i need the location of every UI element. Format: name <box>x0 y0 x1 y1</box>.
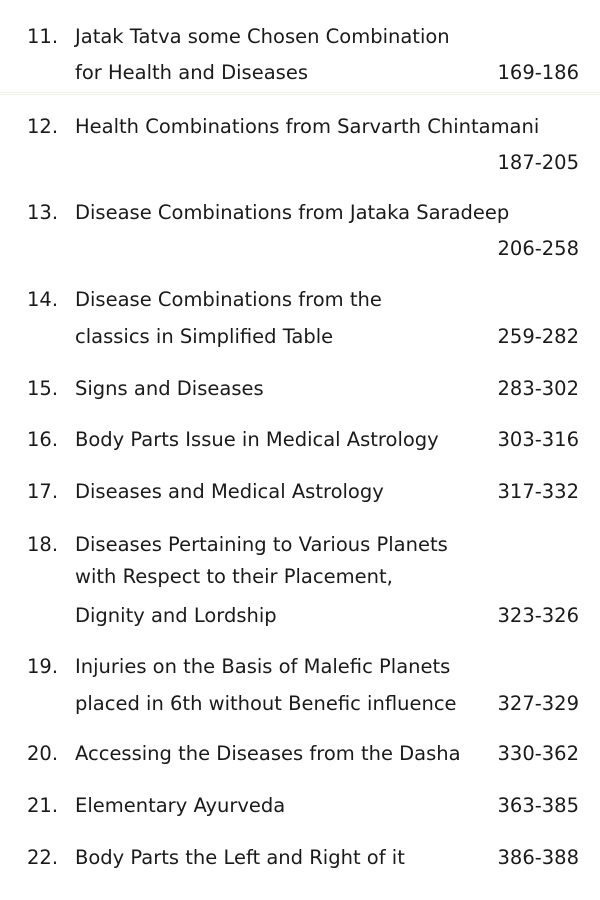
entry-title-line: Signs and Diseases <box>75 377 264 400</box>
entry-title-line: Dignity and Lordship <box>75 604 277 627</box>
entry-pages: 317-332 <box>497 480 579 503</box>
entry-title-line: Diseases Pertaining to Various Planets <box>75 533 448 556</box>
entry-pages: 323-326 <box>497 604 579 627</box>
entry-title-line: Jatak Tatva some Chosen Combination <box>75 25 450 48</box>
entry-number: 12. <box>27 115 59 138</box>
entry-number: 21. <box>27 794 59 817</box>
entry-pages: 169-186 <box>497 61 579 84</box>
entry-number: 16. <box>27 428 59 451</box>
entry-title-line: Diseases and Medical Astrology <box>75 480 384 503</box>
entry-number: 15. <box>27 377 59 400</box>
entry-number: 11. <box>27 25 59 48</box>
entry-title-line: with Respect to their Placement, <box>75 565 393 588</box>
entry-title-line: Accessing the Diseases from the Dasha <box>75 742 461 765</box>
entry-pages: 283-302 <box>497 377 579 400</box>
entry-pages: 386-388 <box>497 846 579 869</box>
entry-number: 20. <box>27 742 59 765</box>
entry-title-line: Disease Combinations from the <box>75 288 382 311</box>
entry-pages: 206-258 <box>497 237 579 260</box>
entry-number: 22. <box>27 846 59 869</box>
entry-pages: 327-329 <box>497 692 579 715</box>
entry-number: 18. <box>27 533 59 556</box>
entry-title-line: classics in Simplified Table <box>75 325 334 348</box>
entry-number: 14. <box>27 288 59 311</box>
entry-number: 19. <box>27 655 59 678</box>
entry-number: 17. <box>27 480 59 503</box>
entry-title-line: Elementary Ayurveda <box>75 794 286 817</box>
entry-pages: 303-316 <box>497 428 579 451</box>
entry-number: 13. <box>27 201 59 224</box>
entry-title-line: Body Parts the Left and Right of it <box>75 846 405 869</box>
entry-title-line: Health Combinations from Sarvarth Chintamani <box>75 115 540 138</box>
entry-title-line: Body Parts Issue in Medical Astrology <box>75 428 439 451</box>
entry-pages: 187-205 <box>497 151 579 174</box>
entry-title-line: Injuries on the Basis of Malefic Planets <box>75 655 451 678</box>
entry-title-line: Disease Combinations from Jataka Saradeep <box>75 201 510 224</box>
entry-pages: 330-362 <box>497 742 579 765</box>
entry-pages: 259-282 <box>497 325 579 348</box>
entry-title-line: for Health and Diseases <box>75 61 308 84</box>
entry-pages: 363-385 <box>497 794 579 817</box>
entry-title-line: placed in 6th without Benefic influence <box>75 692 457 715</box>
